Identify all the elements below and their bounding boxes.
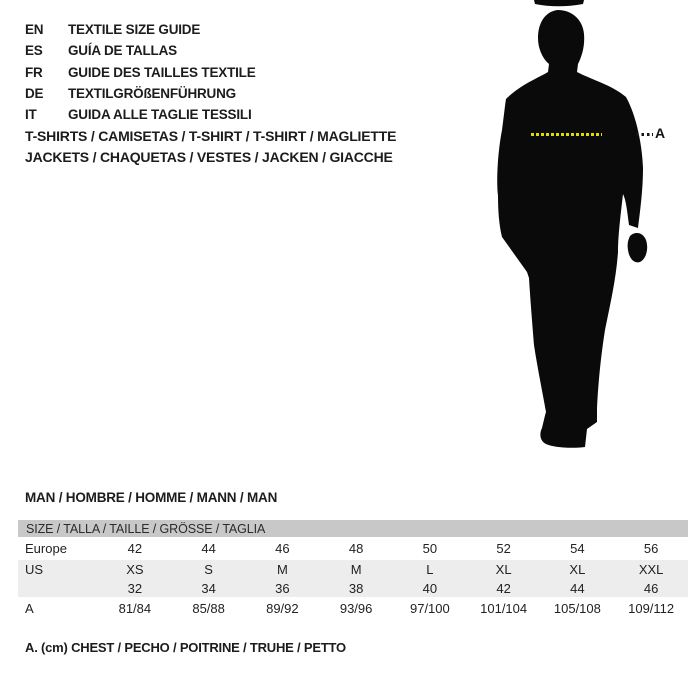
section-title: MAN / HOMBRE / HOMME / MANN / MAN: [25, 490, 278, 505]
chest-measure-leader-line: [636, 133, 653, 136]
size-cell: 38: [348, 580, 364, 596]
table-row-us-numeric: [18, 579, 688, 597]
lang-label: GUÍA DE TALLAS: [68, 43, 177, 59]
measure-label-a: A: [655, 125, 666, 141]
lang-label: GUIDE DES TAILLES TEXTILE: [68, 64, 256, 80]
lang-code: FR: [25, 64, 43, 80]
size-cell: 44: [570, 580, 585, 596]
category-line: T-SHIRTS / CAMISETAS / T-SHIRT / T-SHIRT / MAGLIETTE: [25, 128, 397, 145]
size-cell: XL: [495, 562, 512, 577]
size-cell: 42: [496, 580, 511, 596]
lang-code: DE: [25, 86, 44, 102]
size-cell: 44: [201, 541, 216, 556]
size-cell: S: [204, 562, 213, 577]
size-cell: 81/84: [118, 600, 152, 616]
lang-code: EN: [25, 22, 44, 38]
size-cell: 46: [275, 541, 290, 556]
size-cell: 105/108: [553, 600, 601, 616]
size-cell: 56: [643, 541, 659, 556]
size-cell: M: [350, 562, 362, 577]
man-silhouette: [490, 0, 660, 462]
lang-code: IT: [25, 107, 37, 123]
size-cell: 42: [127, 541, 143, 556]
lang-row: [25, 104, 256, 125]
size-cell: 32: [127, 580, 143, 596]
language-list: [25, 19, 256, 125]
size-cell: 109/112: [628, 600, 675, 616]
row-label: US: [25, 562, 44, 577]
size-cell: 40: [422, 580, 438, 596]
size-cell: 50: [422, 541, 438, 556]
size-cell: 93/96: [339, 600, 373, 616]
row-label: Europe: [25, 541, 67, 556]
size-cell: 46: [643, 580, 659, 596]
size-cell: 85/88: [192, 600, 225, 616]
lang-label: GUIDA ALLE TAGLIE TESSILI: [68, 107, 252, 123]
size-cell: 97/100: [409, 600, 450, 616]
size-table-header: SIZE / TALLA / TAILLE / GRÖSSE / TAGLIA: [18, 520, 688, 537]
measurement-figure: [490, 0, 690, 462]
lang-row: [25, 40, 256, 61]
table-row-chest-cm: [18, 597, 688, 619]
lang-code: ES: [25, 43, 43, 59]
size-cell: XL: [569, 562, 586, 577]
lang-row: [25, 62, 256, 83]
table-row-us: [18, 560, 688, 579]
size-cell: XS: [126, 562, 144, 577]
category-line: JACKETS / CHAQUETAS / VESTES / JACKEN / GIACCHE: [25, 149, 393, 166]
size-cell: 36: [275, 580, 290, 596]
lang-label: TEXTILGRÖßENFÜHRUNG: [68, 86, 236, 102]
size-cell: 89/92: [266, 600, 299, 616]
chest-measure-line: [531, 133, 602, 136]
size-cell: 101/104: [480, 600, 528, 616]
lang-label: TEXTILE SIZE GUIDE: [68, 22, 201, 38]
size-cell: 52: [496, 541, 511, 556]
table-row-europe: [18, 537, 688, 560]
garment-categories: [25, 126, 396, 167]
size-cell: XXL: [638, 562, 664, 577]
size-cell: 34: [201, 580, 216, 596]
measurement-footnote: A. (cm) CHEST / PECHO / POITRINE / TRUHE / PETTO: [25, 640, 346, 655]
lang-row: [25, 19, 256, 40]
size-cell: 54: [570, 541, 585, 556]
row-label: A: [25, 600, 34, 616]
size-cell: M: [276, 562, 288, 577]
size-cell: L: [426, 562, 434, 577]
size-table: [18, 520, 688, 619]
lang-row: [25, 83, 256, 104]
size-cell: 48: [348, 541, 364, 556]
